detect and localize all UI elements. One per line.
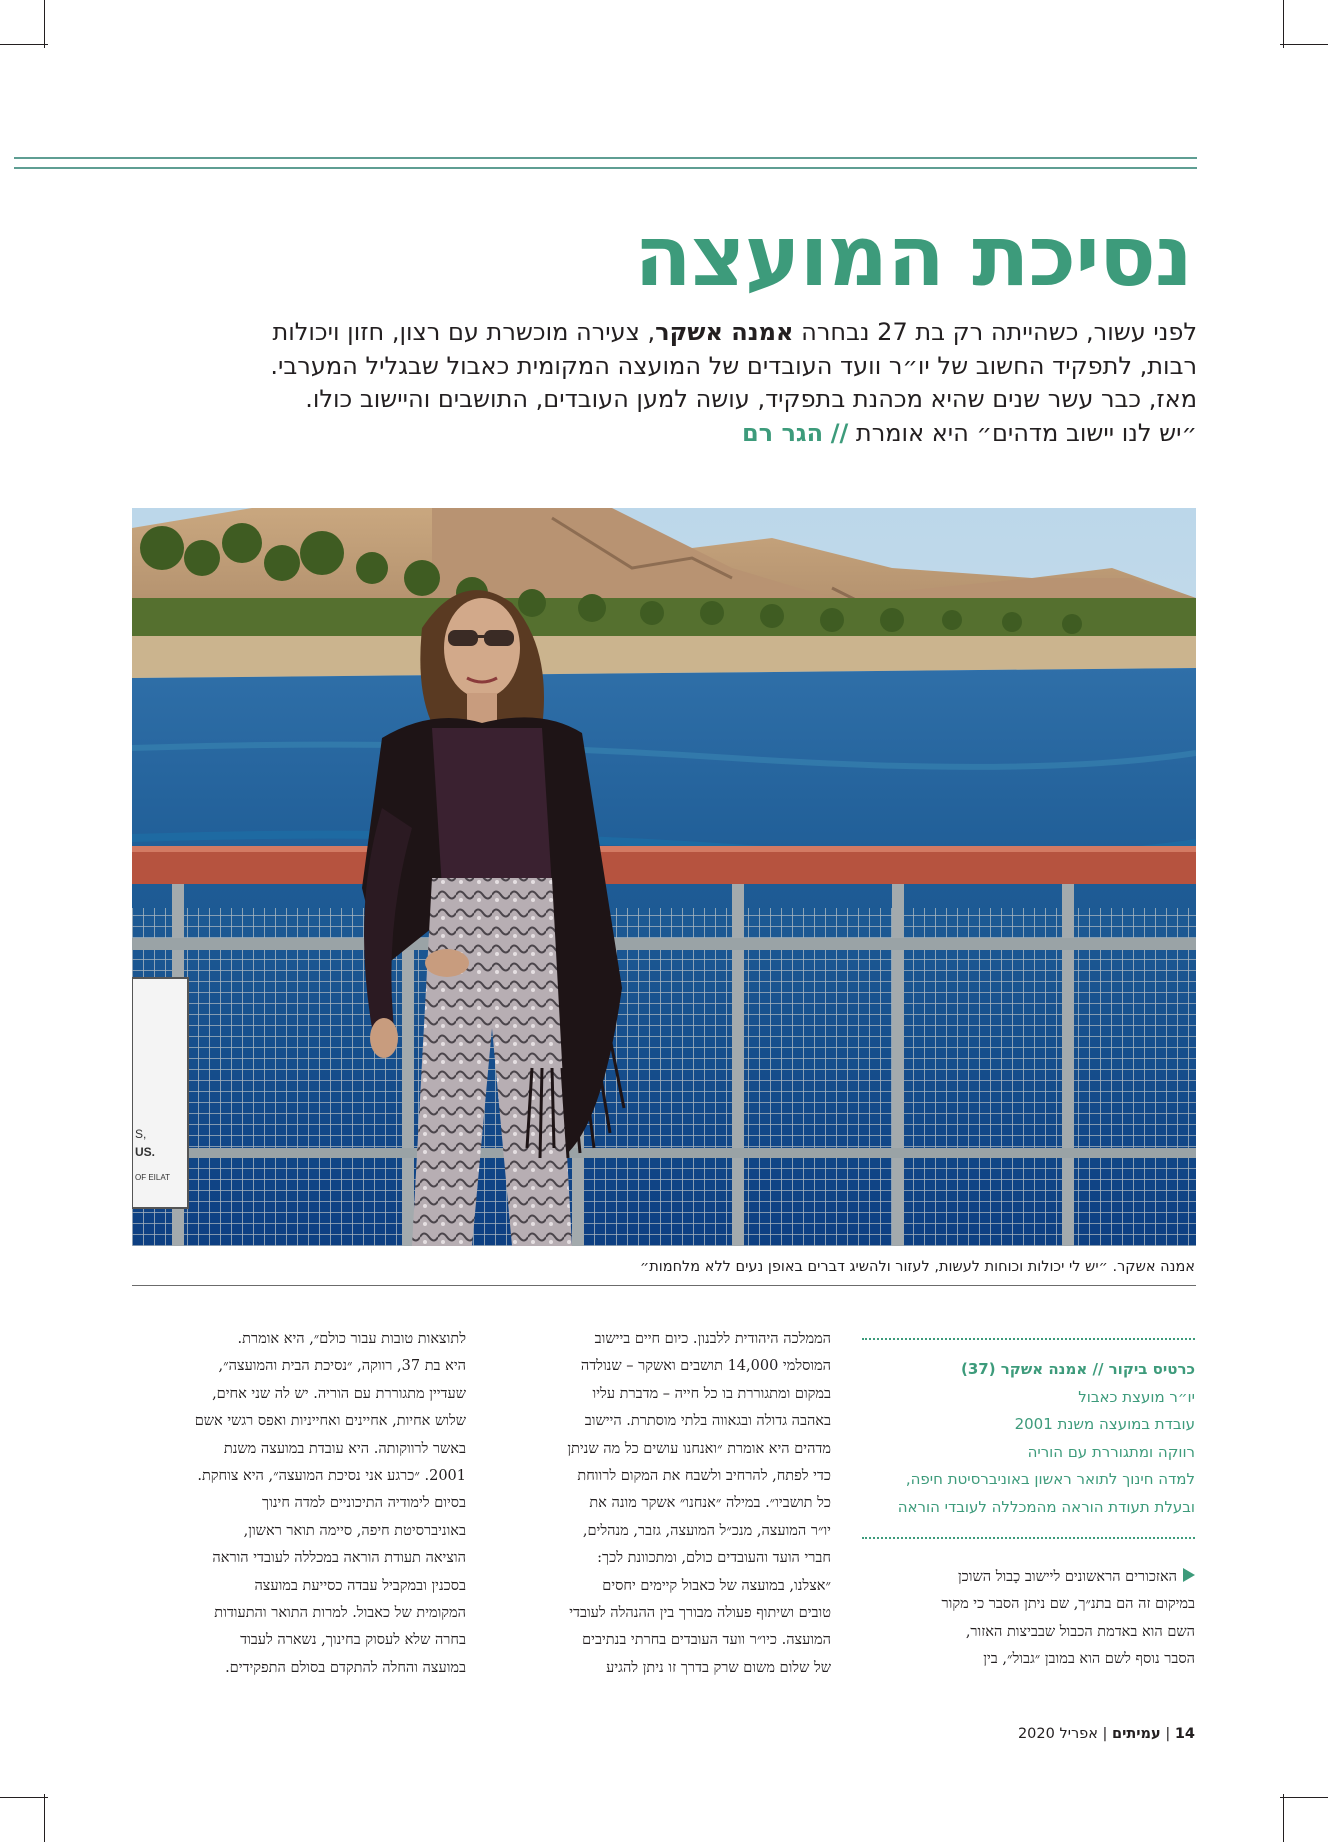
crop-mark xyxy=(44,0,45,48)
lead-line: רבות, לתפקיד החשוב של יו״ר וועד העובדים של המועצה המקומית כאבול שבגליל המערבי. xyxy=(270,351,1197,380)
issue-date: אפריל 2020 xyxy=(1017,1726,1098,1742)
crop-mark xyxy=(0,1797,48,1798)
body-line: בסכנין ובמקביל עבדה כסייעת במועצה xyxy=(254,1577,466,1594)
page-number: 14 xyxy=(1174,1726,1195,1742)
body-line: טובים ושיתוף פעולה מבורך בין ההנהלה לעובדי xyxy=(569,1605,831,1622)
body-line: יו״ר המועצה, מנכ״ל המועצה, גזבר, מנהלים, xyxy=(582,1522,831,1539)
body-line: שעדיין מתגוררת עם הוריה. יש לה שני אחים, xyxy=(212,1385,466,1402)
body-line: האזכורים הראשונים ליישוב כָבול השוכן xyxy=(862,1564,1195,1591)
sign-text: OF EILAT xyxy=(135,1173,170,1182)
body-line: הממלכה היהודית ללבנון. כיום חיים ביישוב xyxy=(594,1331,831,1347)
lead-paragraph xyxy=(190,316,1197,450)
lead-line: ״יש לנו יישוב מדהים״ היא אומרת // הגר רם xyxy=(741,418,1197,447)
body-column-2 xyxy=(498,1326,831,1682)
crop-mark xyxy=(1280,44,1328,45)
profile-card-line: רווקה ומתגוררת עם הוריה xyxy=(1027,1442,1195,1461)
page-folio xyxy=(1018,1724,1195,1744)
body-line: בסיום לימודיה התיכוניים למדה חינוך xyxy=(261,1495,466,1512)
caption-rule xyxy=(132,1285,1196,1286)
body-column-3 xyxy=(132,1326,466,1682)
body-line: כל תושביו״. במילה ״אנחנו״ אשקר מונה את xyxy=(589,1495,831,1512)
body-line: באוניברסיטת חיפה, סיימה תואר ראשון, xyxy=(243,1522,466,1539)
body-line: מדהים היא אומרת ״ואנחנו עושים כל מה שניתן xyxy=(567,1440,831,1457)
body-column-1 xyxy=(862,1564,1195,1674)
crop-mark xyxy=(44,1794,45,1842)
body-line: באשר לרווקותה. היא עובדת במועצה משנת xyxy=(223,1440,466,1457)
body-line: המקומית של כאבול. למרות התואר והתעודות xyxy=(214,1605,466,1622)
folio-separator: | xyxy=(1165,1726,1171,1742)
magazine-name: עמיתים xyxy=(1112,1726,1161,1742)
body-line: של שלום משום שרק בדרך זו ניתן להגיע xyxy=(606,1659,831,1676)
sign-text: US. xyxy=(135,1145,156,1159)
crop-mark xyxy=(1283,1794,1284,1842)
body-line: באהבה גדולה ובגאווה בלתי מוסתרת. היישוב xyxy=(584,1413,831,1430)
profile-card-line: עובדת במועצה משנת 2001 xyxy=(1014,1415,1195,1433)
body-line: היא בת 37, רווקה, ״נסיכת הבית והמועצה״, xyxy=(218,1358,466,1375)
subject-name: אמנה אשקר xyxy=(655,318,794,346)
body-line: לתוצאות טובות עבור כולם״, היא אומרת. xyxy=(237,1331,466,1347)
lead-line: לפני עשור, כשהייתה רק בת 27 נבחרה אמנה אשקר, צעירה מוכשרת עם רצון, חזון ויכולות xyxy=(272,318,1197,346)
body-line: ״אצלנו, במועצה של כאבול קיימים יחסים xyxy=(602,1577,831,1594)
body-line: חברי הועד והעובדים כולם, ומתכוונת לכך: xyxy=(597,1550,831,1567)
crop-mark xyxy=(1283,0,1284,48)
profile-card-line: ובעלת תעודת הוראה מהמכללה לעובדי הוראה xyxy=(897,1497,1195,1516)
header-rule xyxy=(14,167,1197,169)
sidebar-dotted-rule xyxy=(862,1338,1195,1340)
body-line: במיקום זה הם בתנ״ך, שם ניתן הסבר כי מקור xyxy=(941,1596,1195,1613)
profile-card-title: כרטיס ביקור // אמנה אשקר (37) xyxy=(960,1360,1195,1378)
body-line: המוסלמי 14,000 תושבים ואשקר – שנולדה xyxy=(580,1358,831,1375)
paragraph-bullet-icon xyxy=(1183,1568,1195,1582)
crop-mark xyxy=(1280,1797,1328,1798)
crop-mark xyxy=(0,44,48,45)
profile-card-line: למדה חינוך לתואר ראשון באוניברסיטת חיפה, xyxy=(905,1470,1195,1488)
header-rule xyxy=(14,157,1197,159)
sign-text: S, xyxy=(135,1127,147,1141)
body-line: במקום ומתגוררת בו כל חייה – מדברת עליו xyxy=(592,1385,831,1402)
folio-separator: | xyxy=(1102,1726,1108,1742)
body-line: שלוש אחיות, אחיינים ואחייניות ואפס רגשי אשם xyxy=(194,1413,466,1430)
body-line: 2001. ״כרגע אני נסיכת המועצה״, היא צוחקת. xyxy=(197,1468,466,1485)
body-line: המועצה. כיו״ר וועד העובדים בחרתי בנתיבים xyxy=(582,1632,831,1649)
sidebar-dotted-rule xyxy=(862,1537,1195,1539)
body-line: כדי לפתח, להרחיב ולשבח את המקום לרווחת xyxy=(577,1468,831,1485)
byline-author: הגר רם xyxy=(741,418,824,447)
body-line: השם הוא באדמת הכבול שבביצות האזור, xyxy=(965,1623,1195,1640)
profile-card-line: יו״ר מועצת כאבול xyxy=(1078,1387,1195,1406)
body-line: בחרה שלא לעסוק בחינוך, נשארה לעבוד xyxy=(240,1632,466,1649)
lead-line: מאז, כבר עשר שנים שהיא מכהנת בתפקיד, עושה למען העובדים, התושבים והיישוב כולו. xyxy=(305,385,1197,413)
body-line: במועצה והחלה להתקדם בסולם התפקידים. xyxy=(225,1659,466,1676)
profile-card xyxy=(862,1356,1195,1521)
headline: נסיכת המועצה xyxy=(634,207,1192,305)
body-line: הסבר נוסף לשם הוא במובן ״גבול״, בין xyxy=(983,1651,1195,1668)
body-line: הוציאה תעודת הוראה במכללה לעובדי הוראה xyxy=(212,1550,466,1567)
byline-separator: // xyxy=(830,418,849,447)
feature-photo xyxy=(132,508,1196,1246)
photo-caption: אמנה אשקר. ״יש לי יכולות וכוחות לעשות, לעזור ולהשיג דברים באופן נעים ללא מלחמות״ xyxy=(639,1259,1195,1275)
